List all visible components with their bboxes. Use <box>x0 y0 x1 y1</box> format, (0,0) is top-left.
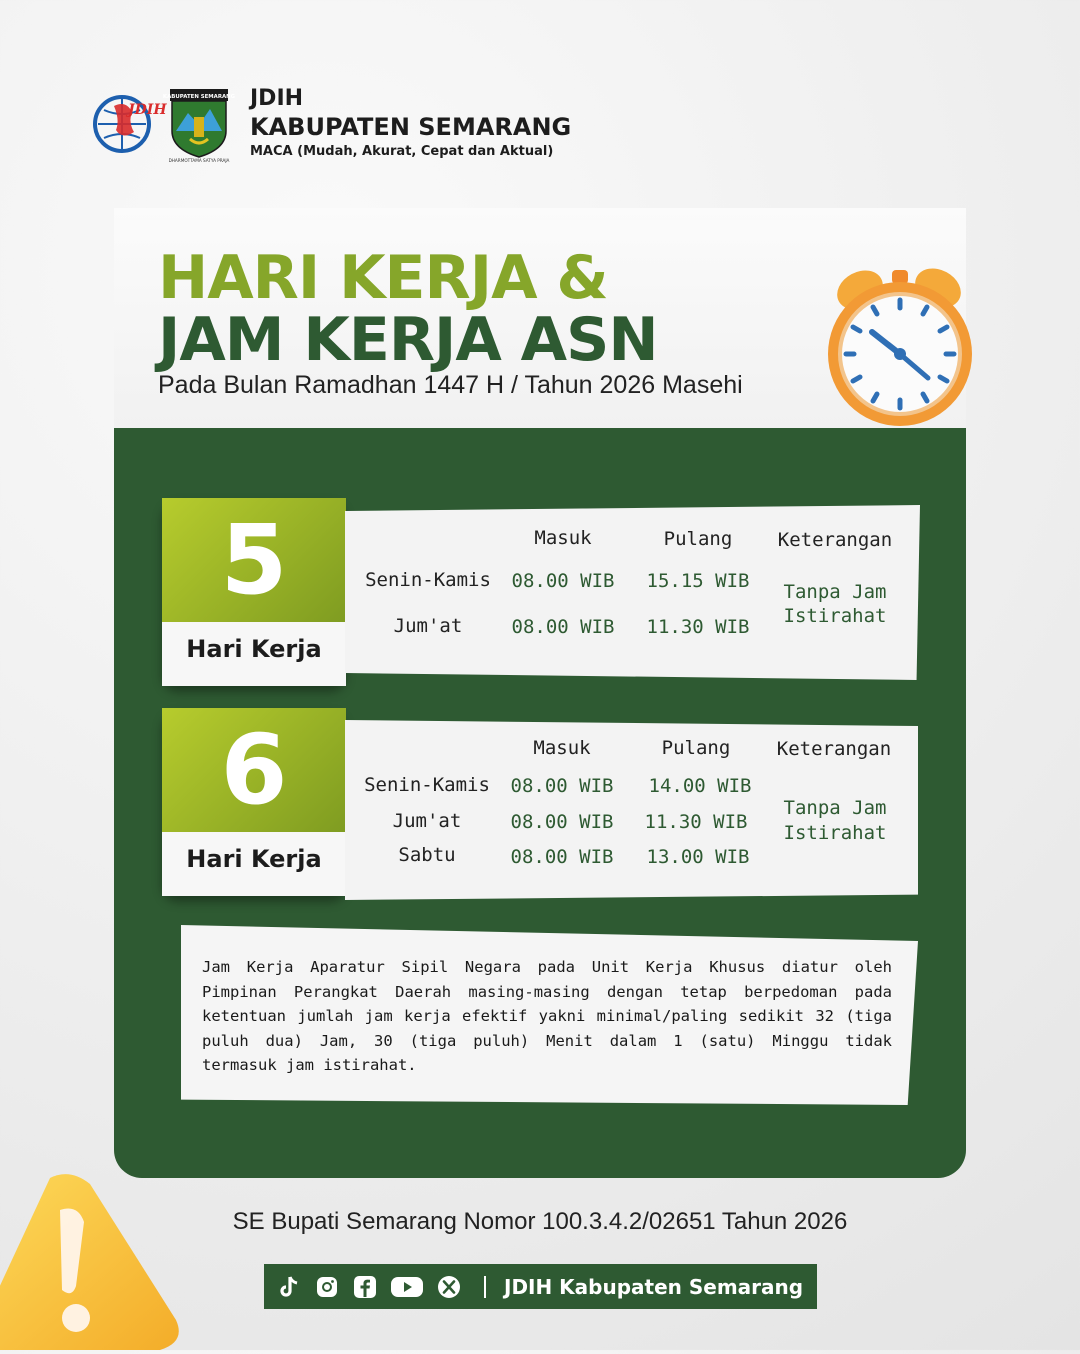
days-label: Hari Kerja <box>186 635 322 663</box>
brand-region: KABUPATEN SEMARANG <box>250 113 572 141</box>
row-pulang: 13.00 WIB <box>646 846 750 868</box>
header-masuk: Masuk <box>534 527 592 549</box>
x-icon[interactable] <box>436 1274 462 1300</box>
row-day: Senin-Kamis <box>364 774 490 796</box>
row-pulang: 11.30 WIB <box>646 616 750 638</box>
row-pulang: 14.00 WIB <box>648 775 752 797</box>
days-number: 5 <box>220 504 288 616</box>
header-masuk: Masuk <box>533 737 591 759</box>
keterangan-line1: Tanpa Jam <box>783 581 887 603</box>
kabupaten-emblem-motto: DHARMOTTAMA SATYA PRAJA <box>168 157 230 163</box>
instagram-icon[interactable] <box>314 1274 340 1300</box>
days-number: 6 <box>220 714 288 826</box>
keterangan-line2: Istirahat <box>783 605 887 627</box>
alarm-clock-icon <box>828 266 976 430</box>
row-day: Jum'at <box>392 810 462 832</box>
header-pulang: Pulang <box>663 528 733 550</box>
header-keterangan: Keterangan <box>777 529 893 551</box>
tiktok-icon[interactable] <box>276 1274 302 1300</box>
account-name: JDIH Kabupaten Semarang <box>504 1274 804 1299</box>
jdih-logo <box>92 90 167 156</box>
social-bar <box>264 1264 817 1309</box>
six-day-badge <box>162 708 346 896</box>
row-day: Jum'at <box>393 615 463 637</box>
header-keterangan: Keterangan <box>776 738 892 760</box>
row-day: Sabtu <box>398 844 456 866</box>
days-label: Hari Kerja <box>186 845 322 873</box>
kabupaten-emblem <box>162 87 236 163</box>
facebook-icon[interactable] <box>352 1274 378 1300</box>
header-pulang: Pulang <box>661 737 731 759</box>
row-masuk: 08.00 WIB <box>511 570 615 592</box>
row-masuk: 08.00 WIB <box>511 616 615 638</box>
title-line2: JAM KERJA ASN <box>158 305 658 375</box>
note-text: Jam Kerja Aparatur Sipil Negara pada Unit Kerja Khusus diatur oleh Pimpinan Perangkat Daerah masing-masing dengan tetap berpedoman pada ketentuan jumlah jam kerja efektif yakni minimal/paling sedikit 32 (tiga puluh dua) Jam, 30 (tiga puluh) Menit dalam 1 (satu) Minggu tidak termasuk jam istirahat. <box>202 958 892 1074</box>
five-day-badge <box>162 498 346 686</box>
row-pulang: 15.15 WIB <box>646 570 750 592</box>
row-pulang: 11.30 WIB <box>644 811 748 833</box>
kabupaten-emblem-text: KABUPATEN SEMARANG <box>162 93 236 100</box>
row-day: Senin-Kamis <box>365 569 491 591</box>
row-masuk: 08.00 WIB <box>510 811 614 833</box>
subtitle: Pada Bulan Ramadhan 1447 H / Tahun 2026 Masehi <box>158 371 743 399</box>
title-line1: HARI KERJA & <box>158 243 608 313</box>
keterangan-line1: Tanpa Jam <box>783 797 887 819</box>
youtube-icon[interactable] <box>390 1274 424 1300</box>
keterangan-line2: Istirahat <box>783 822 887 844</box>
jdih-logo-text: JDIH <box>128 101 167 118</box>
header <box>92 86 572 163</box>
brand-name: JDIH <box>250 86 304 111</box>
warning-icon <box>0 1170 210 1350</box>
regulation-reference: SE Bupati Semarang Nomor 100.3.4.2/02651 Tahun 2026 <box>232 1208 848 1235</box>
brand-tagline: MACA (Mudah, Akurat, Cepat dan Aktual) <box>250 144 554 159</box>
row-masuk: 08.00 WIB <box>510 775 614 797</box>
row-masuk: 08.00 WIB <box>510 846 614 868</box>
divider <box>484 1276 486 1298</box>
